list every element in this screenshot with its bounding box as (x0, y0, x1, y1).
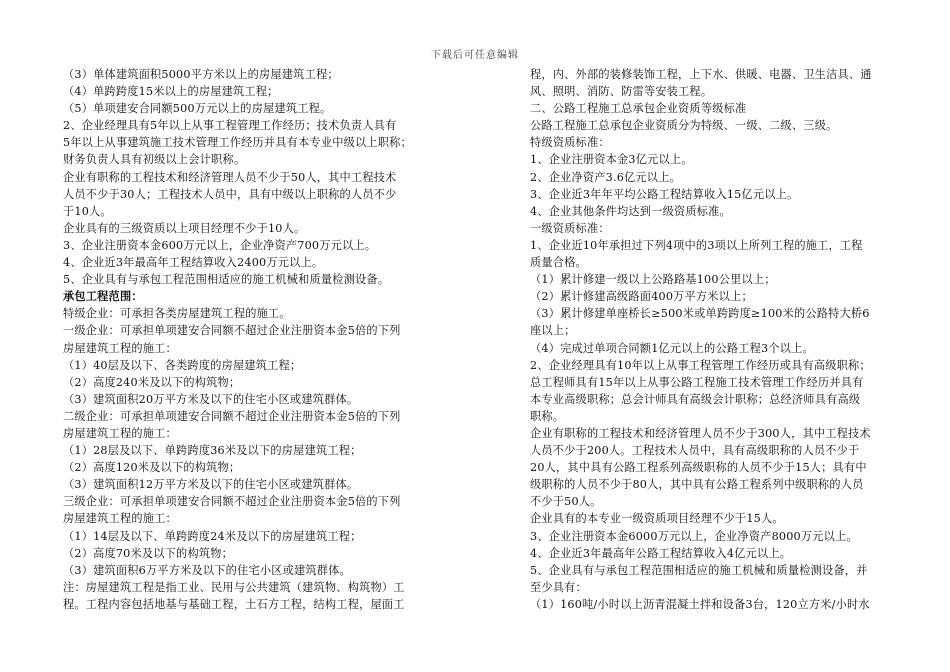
text-line: 特级企业：可承担各类房屋建筑工程的施工。 (63, 307, 291, 321)
text-line: 二、公路工程施工总承包企业资质等级标准 (530, 102, 747, 116)
text-line: 财务负责人具有初级以上会计职称。 (63, 153, 246, 167)
text-line: 房屋建筑工程的施工： (63, 512, 177, 526)
text-line: （1）28层及以下、单跨跨度36米及以下的房屋建筑工程； (63, 444, 362, 458)
left-column (63, 66, 423, 613)
text-line: 房屋建筑工程的施工： (63, 426, 177, 440)
text-line: 2、企业经理具有10年以上从事工程管理工作经历或具有高级职称； (530, 358, 871, 372)
page-header: 下载后可任意编辑 (431, 50, 519, 61)
text-line: （3）建筑面积20万平方米及以下的住宅小区或建筑群体。 (63, 392, 359, 406)
text-line: 级职称的人员不少于80人，其中具有公路工程系列中级职称的人员 (530, 478, 864, 492)
text-line: 企业具有的本专业一级资质项目经理不少于15人。 (530, 512, 784, 526)
text-line: 公路工程施工总承包企业资质分为特级、一级、二级、三级。 (530, 119, 838, 133)
text-line: 人员不少于200人。工程技术人员中，具有高级职称的人员不少于 (530, 444, 860, 458)
text-line: 二级企业：可承担单项建安合同额不超过企业注册资本金5倍的下列 (63, 409, 401, 423)
text-line: （4）完成过单项合同额1亿元以上的公路工程3个以上。 (530, 341, 814, 355)
text-line: 20人，其中具有公路工程系列高级职称的人员不少于15人；具有中 (530, 461, 867, 475)
text-line: 特级资质标准： (530, 136, 610, 150)
text-line: 一级资质标准： (530, 221, 610, 235)
text-line: 程，内、外部的装修装饰工程，上下水、供暖、电器、卫生洁具、通 (530, 68, 872, 81)
text-line: 3、企业注册资本金6000万元以上，企业净资产8000万元以上。 (530, 529, 858, 543)
text-line: 注：房屋建筑工程是指工业、民用与公共建筑（建筑物、构筑物）工 (63, 580, 405, 594)
text-line: （2）高度70米及以下的构筑物； (63, 546, 233, 560)
text-line: 不少于50人。 (530, 495, 602, 509)
text-line: 职称。 (530, 409, 565, 423)
text-line: 至少具有： (530, 580, 587, 594)
text-line: 4、企业近3年最高年工程结算收入2400万元以上。 (63, 256, 324, 270)
text-line: （2）高度120米及以下的构筑物； (63, 461, 241, 475)
right-column (530, 66, 890, 613)
text-line: （1）160吨/小时以上沥青混凝土拌和设备3台，120立方米/小时水 (530, 597, 870, 611)
text-line: 质量合格。 (530, 256, 587, 270)
section-heading: 承包工程范围： (63, 289, 143, 304)
text-line: （3）单体建筑面积5000平方米以上的房屋建筑工程； (63, 68, 339, 81)
text-line: 本专业高级职称；总会计师具有高级会计职称；总经济师具有高级 (530, 392, 861, 406)
text-line: 2、企业净资产3.6亿元以上。 (530, 170, 681, 184)
text-line: 程。工程内容包括地基与基础工程，土石方工程，结构工程，屋面工 (63, 597, 405, 611)
text-line: （3）累计修建单座桥长≥500米或单跨跨度≥100米的公路特大桥6 (530, 307, 870, 321)
text-line: 2、企业经理具有5年以上从事工程管理工作经历；技术负责人具有 (63, 119, 397, 133)
text-line: 1、企业近10年承担过下列4项中的3项以上所列工程的施工，工程 (530, 238, 863, 252)
text-line: 企业有职称的工程技术和经济管理人员不少于50人，其中工程技术 (63, 170, 397, 184)
text-line: 人员不少于30人；工程技术人员中，具有中级以上职称的人员不少 (63, 187, 397, 201)
text-line: （1）40层及以下、各类跨度的房屋建筑工程； (63, 358, 302, 372)
text-line: 三级企业：可承担单项建安合同额不超过企业注册资本金5倍的下列 (63, 495, 401, 509)
text-line: （2）累计修建高级路面400万平方米以上； (530, 290, 753, 304)
text-line: 5、企业具有与承包工程范围相适应的施工机械和质量检测设备，并 (530, 563, 868, 577)
text-line: （2）高度240米及以下的构筑物； (63, 375, 241, 389)
text-line: 座以上； (530, 324, 576, 338)
text-line: 风、照明、消防、防雷等安装工程。 (530, 85, 713, 99)
text-line: 于10人。 (63, 204, 112, 218)
text-line: 企业有职称的工程技术和经济管理人员不少于300人，其中工程技术 (530, 426, 871, 440)
text-line: 3、企业近3年年平均公路工程结算收入15亿元以上。 (530, 187, 799, 201)
text-line: （3）建筑面积6万平方米及以下的住宅小区或建筑群体。 (63, 563, 351, 577)
text-line: 3、企业注册资本金600万元以上，企业净资产700万元以上。 (63, 238, 377, 252)
text-line: （3）建筑面积12万平方米及以下的住宅小区或建筑群体。 (63, 478, 359, 492)
text-line: 企业具有的三级资质以上项目经理不少于10人。 (63, 221, 306, 235)
text-line: 1、企业注册资本金3亿元以上。 (530, 153, 693, 167)
text-line: （1）14层及以下、单跨跨度24米及以下的房屋建筑工程； (63, 529, 362, 543)
text-line: （4）单跨跨度15米以上的房屋建筑工程； (63, 85, 279, 99)
text-line: 5、企业具有与承包工程范围相适应的施工机械和质量检测设备。 (63, 273, 390, 287)
text-line: 4、企业近3年最高年公路工程结算收入4亿元以上。 (530, 546, 792, 560)
text-line: 总工程师具有15年以上从事公路工程施工技术管理工作经历并具有 (530, 375, 864, 389)
text-line: （5）单项建安合同额500万元以上的房屋建筑工程。 (63, 102, 332, 116)
text-line: 5年以上从事建筑施工技术管理工作经历并具有本专业中级以上职称； (63, 136, 412, 150)
text-line: 一级企业：可承担单项建安合同额不超过企业注册资本金5倍的下列 (63, 324, 401, 338)
text-line: 4、企业其他条件均达到一级资质标准。 (530, 204, 731, 218)
text-line: （1）累计修建一级以上公路路基100公里以上； (530, 273, 776, 287)
text-line: 房屋建筑工程的施工： (63, 341, 177, 355)
